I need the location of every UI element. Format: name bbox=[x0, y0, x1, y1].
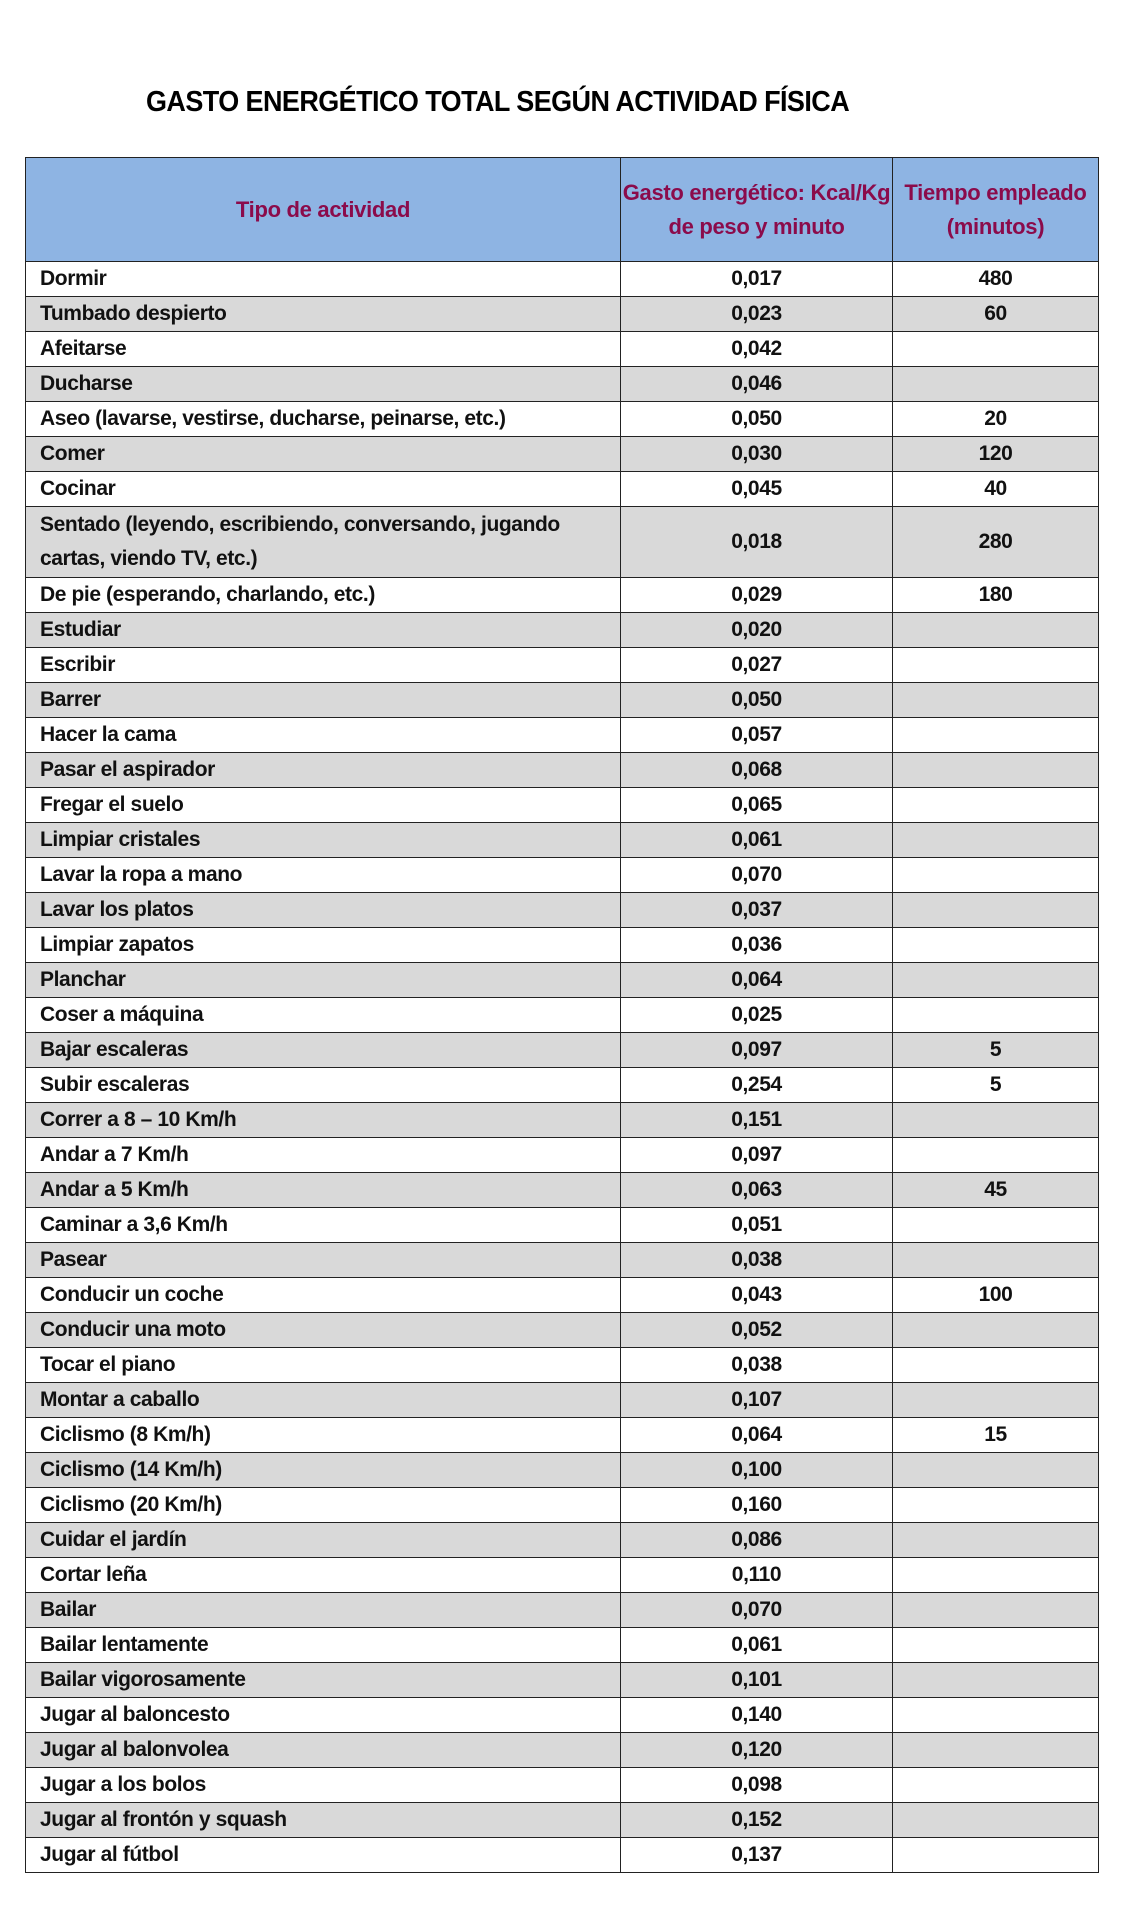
kcal-cell: 0,064 bbox=[621, 963, 893, 998]
minutes-cell: 100 bbox=[893, 1278, 1099, 1313]
minutes-cell: 5 bbox=[893, 1068, 1099, 1103]
table-row bbox=[26, 823, 1099, 858]
minutes-cell bbox=[893, 823, 1099, 858]
minutes-cell bbox=[893, 1523, 1099, 1558]
activity-cell: Tocar el piano bbox=[26, 1348, 621, 1383]
kcal-cell: 0,046 bbox=[621, 367, 893, 402]
activity-cell: Ducharse bbox=[26, 367, 621, 402]
minutes-cell: 280 bbox=[893, 507, 1099, 578]
kcal-cell: 0,043 bbox=[621, 1278, 893, 1313]
kcal-cell: 0,101 bbox=[621, 1663, 893, 1698]
activity-cell: Cortar leña bbox=[26, 1558, 621, 1593]
kcal-cell: 0,152 bbox=[621, 1803, 893, 1838]
minutes-cell: 60 bbox=[893, 297, 1099, 332]
minutes-cell bbox=[893, 928, 1099, 963]
table-row bbox=[26, 718, 1099, 753]
minutes-cell bbox=[893, 1453, 1099, 1488]
table-row bbox=[26, 1733, 1099, 1768]
activity-cell: Andar a 5 Km/h bbox=[26, 1173, 621, 1208]
activity-cell: Comer bbox=[26, 437, 621, 472]
table-row bbox=[26, 437, 1099, 472]
table-row bbox=[26, 1768, 1099, 1803]
kcal-cell: 0,038 bbox=[621, 1243, 893, 1278]
minutes-cell: 5 bbox=[893, 1033, 1099, 1068]
kcal-cell: 0,020 bbox=[621, 613, 893, 648]
activity-cell: Jugar al baloncesto bbox=[26, 1698, 621, 1733]
activity-cell: Cocinar bbox=[26, 472, 621, 507]
kcal-cell: 0,151 bbox=[621, 1103, 893, 1138]
activity-cell: Montar a caballo bbox=[26, 1383, 621, 1418]
activity-cell: Jugar al frontón y squash bbox=[26, 1803, 621, 1838]
table-row bbox=[26, 578, 1099, 613]
table-row bbox=[26, 1103, 1099, 1138]
activity-cell: Afeitarse bbox=[26, 332, 621, 367]
minutes-cell bbox=[893, 858, 1099, 893]
table-row bbox=[26, 648, 1099, 683]
table-row bbox=[26, 402, 1099, 437]
activity-cell: Ciclismo (14 Km/h) bbox=[26, 1453, 621, 1488]
minutes-cell bbox=[893, 367, 1099, 402]
table-row bbox=[26, 1523, 1099, 1558]
kcal-cell: 0,036 bbox=[621, 928, 893, 963]
activity-cell: Sentado (leyendo, escribiendo, conversando, jugando cartas, viendo TV, etc.) bbox=[26, 507, 621, 578]
minutes-cell bbox=[893, 893, 1099, 928]
minutes-cell: 180 bbox=[893, 578, 1099, 613]
minutes-cell bbox=[893, 1733, 1099, 1768]
activity-cell: Tumbado despierto bbox=[26, 297, 621, 332]
activity-cell: Limpiar cristales bbox=[26, 823, 621, 858]
activity-cell: Jugar al balonvolea bbox=[26, 1733, 621, 1768]
kcal-cell: 0,070 bbox=[621, 858, 893, 893]
minutes-cell bbox=[893, 718, 1099, 753]
table-row bbox=[26, 472, 1099, 507]
activity-cell: Subir escaleras bbox=[26, 1068, 621, 1103]
kcal-cell: 0,100 bbox=[621, 1453, 893, 1488]
table-row bbox=[26, 1173, 1099, 1208]
minutes-cell bbox=[893, 683, 1099, 718]
minutes-cell bbox=[893, 1593, 1099, 1628]
minutes-cell bbox=[893, 1138, 1099, 1173]
kcal-cell: 0,029 bbox=[621, 578, 893, 613]
table-row bbox=[26, 1243, 1099, 1278]
minutes-cell bbox=[893, 998, 1099, 1033]
table-row bbox=[26, 1488, 1099, 1523]
activity-cell: Jugar al fútbol bbox=[26, 1838, 621, 1873]
activity-cell: Conducir una moto bbox=[26, 1313, 621, 1348]
kcal-cell: 0,061 bbox=[621, 1628, 893, 1663]
table-row bbox=[26, 893, 1099, 928]
table-body bbox=[26, 262, 1099, 1873]
minutes-cell bbox=[893, 1383, 1099, 1418]
activity-cell: Conducir un coche bbox=[26, 1278, 621, 1313]
kcal-cell: 0,050 bbox=[621, 402, 893, 437]
activity-cell: Correr a 8 – 10 Km/h bbox=[26, 1103, 621, 1138]
table-row bbox=[26, 262, 1099, 297]
table-row bbox=[26, 1278, 1099, 1313]
minutes-cell bbox=[893, 1348, 1099, 1383]
kcal-cell: 0,027 bbox=[621, 648, 893, 683]
minutes-cell bbox=[893, 1803, 1099, 1838]
energy-expenditure-table bbox=[25, 157, 1099, 1873]
minutes-cell: 15 bbox=[893, 1418, 1099, 1453]
minutes-cell bbox=[893, 1103, 1099, 1138]
kcal-cell: 0,064 bbox=[621, 1418, 893, 1453]
activity-cell: Limpiar zapatos bbox=[26, 928, 621, 963]
activity-cell: Dormir bbox=[26, 262, 621, 297]
kcal-cell: 0,051 bbox=[621, 1208, 893, 1243]
table-row bbox=[26, 1208, 1099, 1243]
kcal-cell: 0,063 bbox=[621, 1173, 893, 1208]
table-row bbox=[26, 1453, 1099, 1488]
activity-cell: Barrer bbox=[26, 683, 621, 718]
kcal-cell: 0,030 bbox=[621, 437, 893, 472]
kcal-cell: 0,097 bbox=[621, 1138, 893, 1173]
table-row bbox=[26, 1698, 1099, 1733]
table-row bbox=[26, 297, 1099, 332]
minutes-cell: 40 bbox=[893, 472, 1099, 507]
minutes-cell: 45 bbox=[893, 1173, 1099, 1208]
activity-cell: Pasear bbox=[26, 1243, 621, 1278]
activity-cell: Bailar lentamente bbox=[26, 1628, 621, 1663]
table-row bbox=[26, 1628, 1099, 1663]
column-header-kcal: Gasto energético: Kcal/Kg de peso y minuto bbox=[621, 158, 893, 262]
table-row bbox=[26, 332, 1099, 367]
table-row bbox=[26, 613, 1099, 648]
minutes-cell bbox=[893, 332, 1099, 367]
kcal-cell: 0,052 bbox=[621, 1313, 893, 1348]
activity-cell: Pasar el aspirador bbox=[26, 753, 621, 788]
kcal-cell: 0,057 bbox=[621, 718, 893, 753]
activity-cell: Bajar escaleras bbox=[26, 1033, 621, 1068]
table-row bbox=[26, 753, 1099, 788]
activity-cell: Escribir bbox=[26, 648, 621, 683]
table-row bbox=[26, 1663, 1099, 1698]
kcal-cell: 0,025 bbox=[621, 998, 893, 1033]
activity-cell: Cuidar el jardín bbox=[26, 1523, 621, 1558]
minutes-cell bbox=[893, 1838, 1099, 1873]
activity-cell: Estudiar bbox=[26, 613, 621, 648]
table-row bbox=[26, 1838, 1099, 1873]
minutes-cell: 120 bbox=[893, 437, 1099, 472]
activity-cell: Lavar la ropa a mano bbox=[26, 858, 621, 893]
table-row bbox=[26, 963, 1099, 998]
minutes-cell bbox=[893, 963, 1099, 998]
kcal-cell: 0,140 bbox=[621, 1698, 893, 1733]
kcal-cell: 0,160 bbox=[621, 1488, 893, 1523]
activity-cell: Jugar a los bolos bbox=[26, 1768, 621, 1803]
table-row bbox=[26, 367, 1099, 402]
table-row bbox=[26, 1138, 1099, 1173]
activity-cell: Aseo (lavarse, vestirse, ducharse, peinarse, etc.) bbox=[26, 402, 621, 437]
kcal-cell: 0,086 bbox=[621, 1523, 893, 1558]
kcal-cell: 0,050 bbox=[621, 683, 893, 718]
activity-cell: Ciclismo (8 Km/h) bbox=[26, 1418, 621, 1453]
kcal-cell: 0,042 bbox=[621, 332, 893, 367]
kcal-cell: 0,120 bbox=[621, 1733, 893, 1768]
minutes-cell: 480 bbox=[893, 262, 1099, 297]
column-header-activity: Tipo de actividad bbox=[26, 158, 621, 262]
kcal-cell: 0,137 bbox=[621, 1838, 893, 1873]
minutes-cell bbox=[893, 788, 1099, 823]
activity-cell: Caminar a 3,6 Km/h bbox=[26, 1208, 621, 1243]
table-row bbox=[26, 507, 1099, 578]
table-row bbox=[26, 998, 1099, 1033]
table-row bbox=[26, 1418, 1099, 1453]
activity-cell: Ciclismo (20 Km/h) bbox=[26, 1488, 621, 1523]
table-row bbox=[26, 1348, 1099, 1383]
activity-cell: Bailar bbox=[26, 1593, 621, 1628]
minutes-cell bbox=[893, 1313, 1099, 1348]
kcal-cell: 0,065 bbox=[621, 788, 893, 823]
kcal-cell: 0,097 bbox=[621, 1033, 893, 1068]
table-header-row bbox=[26, 158, 1099, 262]
minutes-cell bbox=[893, 1243, 1099, 1278]
activity-cell: Lavar los platos bbox=[26, 893, 621, 928]
kcal-cell: 0,110 bbox=[621, 1558, 893, 1593]
table-row bbox=[26, 1558, 1099, 1593]
column-header-minutes: Tiempo empleado (minutos) bbox=[893, 158, 1099, 262]
kcal-cell: 0,061 bbox=[621, 823, 893, 858]
activity-cell: Coser a máquina bbox=[26, 998, 621, 1033]
minutes-cell bbox=[893, 1488, 1099, 1523]
minutes-cell bbox=[893, 1628, 1099, 1663]
kcal-cell: 0,107 bbox=[621, 1383, 893, 1418]
minutes-cell bbox=[893, 648, 1099, 683]
activity-cell: Hacer la cama bbox=[26, 718, 621, 753]
minutes-cell bbox=[893, 1663, 1099, 1698]
minutes-cell bbox=[893, 1208, 1099, 1243]
activity-cell: Bailar vigorosamente bbox=[26, 1663, 621, 1698]
table-row bbox=[26, 1593, 1099, 1628]
activity-cell: Andar a 7 Km/h bbox=[26, 1138, 621, 1173]
activity-cell: Fregar el suelo bbox=[26, 788, 621, 823]
kcal-cell: 0,038 bbox=[621, 1348, 893, 1383]
minutes-cell bbox=[893, 613, 1099, 648]
table-row bbox=[26, 1068, 1099, 1103]
table-row bbox=[26, 1313, 1099, 1348]
minutes-cell bbox=[893, 1558, 1099, 1593]
kcal-cell: 0,018 bbox=[621, 507, 893, 578]
kcal-cell: 0,017 bbox=[621, 262, 893, 297]
minutes-cell: 20 bbox=[893, 402, 1099, 437]
kcal-cell: 0,023 bbox=[621, 297, 893, 332]
kcal-cell: 0,045 bbox=[621, 472, 893, 507]
minutes-cell bbox=[893, 1698, 1099, 1733]
kcal-cell: 0,254 bbox=[621, 1068, 893, 1103]
page-title: GASTO ENERGÉTICO TOTAL SEGÚN ACTIVIDAD FÍSICA bbox=[146, 86, 850, 118]
table-row bbox=[26, 1033, 1099, 1068]
minutes-cell bbox=[893, 1768, 1099, 1803]
table-row bbox=[26, 1383, 1099, 1418]
kcal-cell: 0,098 bbox=[621, 1768, 893, 1803]
table-row bbox=[26, 683, 1099, 718]
table-row bbox=[26, 1803, 1099, 1838]
minutes-cell bbox=[893, 753, 1099, 788]
table-row bbox=[26, 858, 1099, 893]
table-row bbox=[26, 788, 1099, 823]
kcal-cell: 0,070 bbox=[621, 1593, 893, 1628]
kcal-cell: 0,037 bbox=[621, 893, 893, 928]
kcal-cell: 0,068 bbox=[621, 753, 893, 788]
activity-cell: Planchar bbox=[26, 963, 621, 998]
table-row bbox=[26, 928, 1099, 963]
activity-cell: De pie (esperando, charlando, etc.) bbox=[26, 578, 621, 613]
